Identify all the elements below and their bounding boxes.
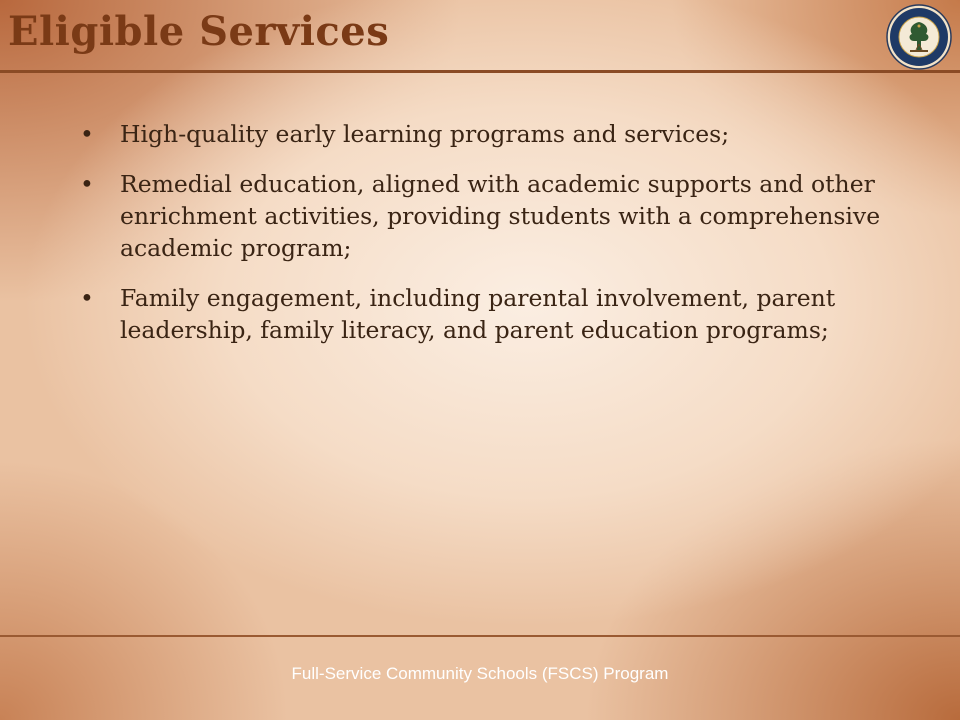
bullet-text: Family engagement, including parental involvement, parent leadership, family literacy, and parent education programs; bbox=[120, 284, 836, 344]
slide-footer: Full-Service Community Schools (FSCS) Program bbox=[291, 664, 669, 683]
slide-title: Eligible Services bbox=[8, 8, 390, 55]
bullet-item bbox=[80, 168, 900, 264]
department-of-education-seal-icon bbox=[886, 4, 952, 70]
bullet-item bbox=[80, 118, 900, 150]
title-divider bbox=[0, 70, 960, 73]
bullet-item bbox=[80, 282, 900, 346]
footer-divider bbox=[0, 635, 960, 637]
bullet-list bbox=[80, 118, 900, 364]
bullet-text: Remedial education, aligned with academic supports and other enrichment activities, providing students with a comprehensive academic program; bbox=[120, 170, 881, 262]
bullet-text: High-quality early learning programs and services; bbox=[120, 120, 730, 148]
bullet-marker: • bbox=[80, 170, 94, 198]
bullet-marker: • bbox=[80, 284, 94, 312]
bullet-marker: • bbox=[80, 120, 94, 148]
